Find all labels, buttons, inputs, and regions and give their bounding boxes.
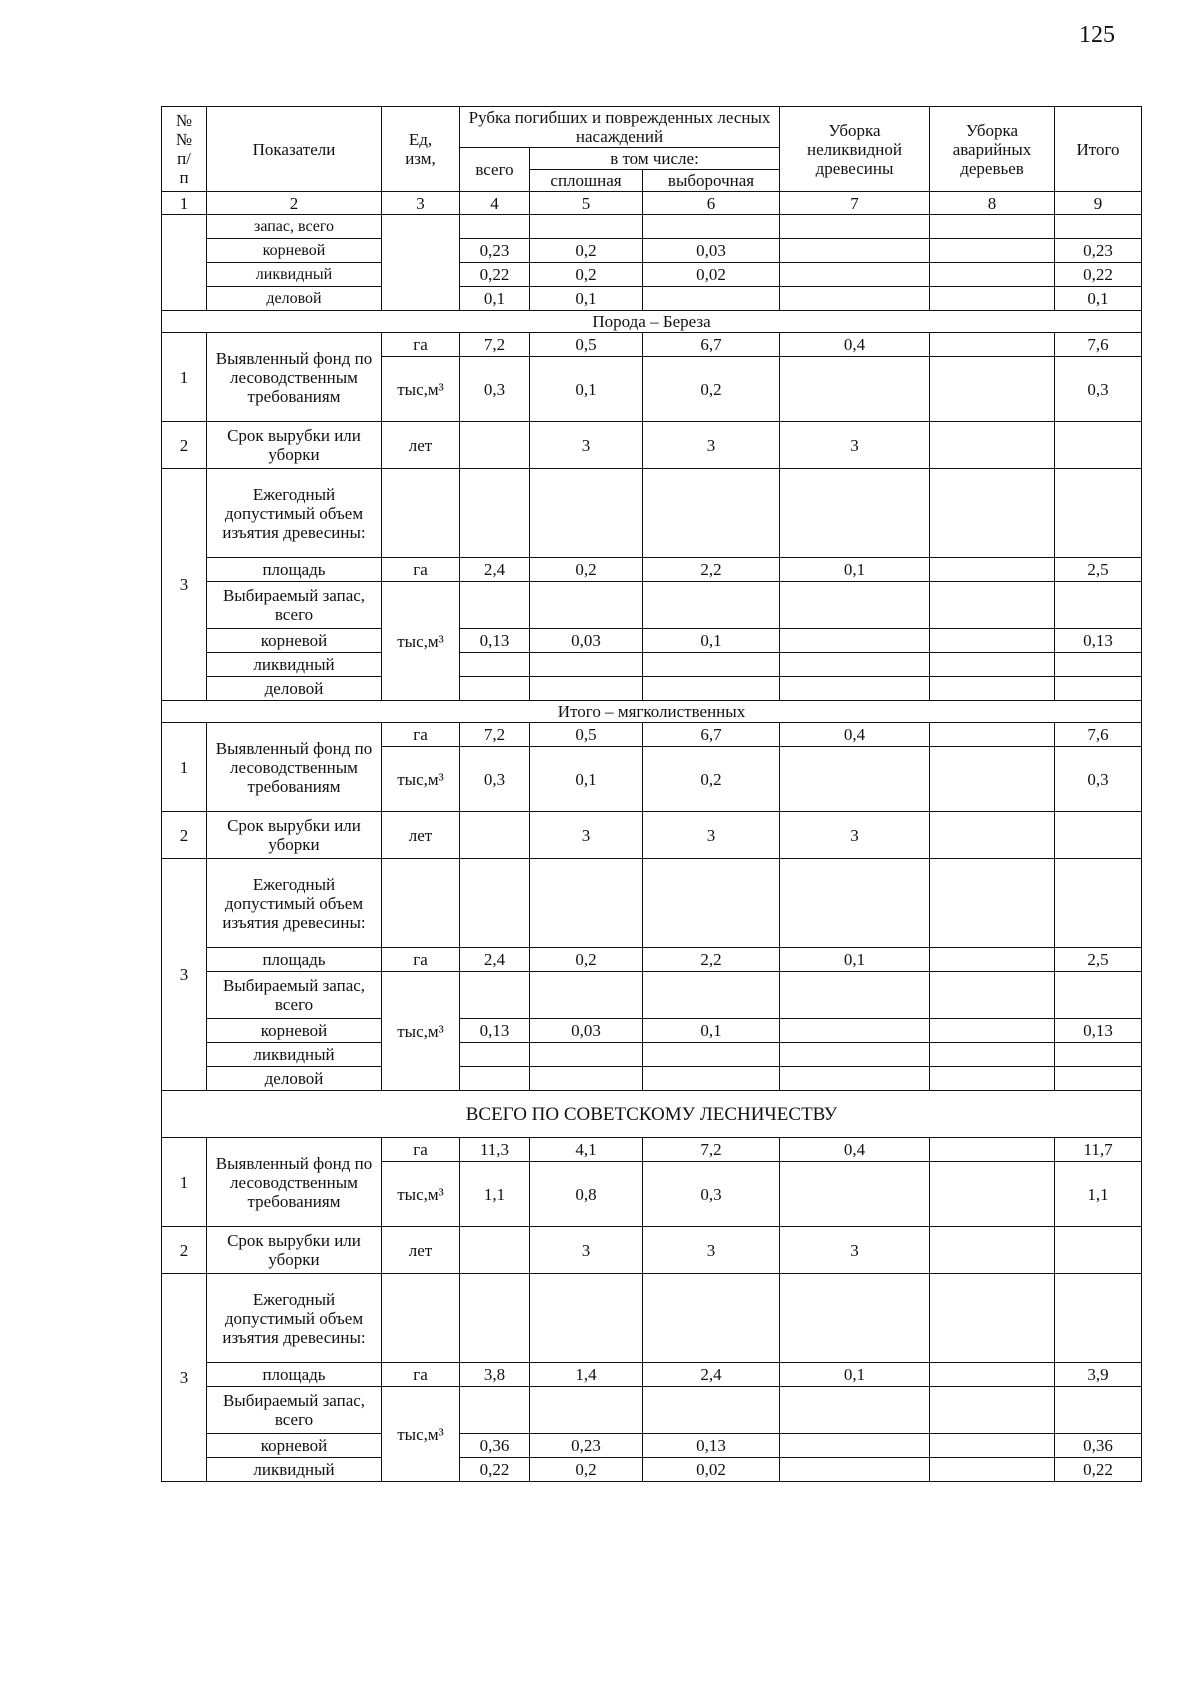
value-cell: 0,13	[460, 1019, 530, 1043]
empty-num-cell	[162, 215, 207, 311]
value-cell: 3	[643, 812, 780, 859]
indicator-label: корневой	[207, 239, 382, 263]
value-cell: 0,22	[460, 1458, 530, 1482]
row-number: 2	[162, 1227, 207, 1274]
indicator-label: Выбираемый запас, всего	[207, 1387, 382, 1434]
indicator-label: корневой	[207, 1434, 382, 1458]
value-cell	[460, 582, 530, 629]
value-cell	[930, 239, 1055, 263]
table-row	[162, 812, 1142, 859]
value-cell: 0,2	[530, 558, 643, 582]
unit-cell: тыс,м³	[382, 357, 460, 422]
value-cell: 0,2	[530, 239, 643, 263]
value-cell: 4,1	[530, 1138, 643, 1162]
table-row	[162, 215, 1142, 239]
value-cell	[460, 1043, 530, 1067]
unit-cell: тыс,м³	[382, 747, 460, 812]
value-cell: 0,2	[643, 357, 780, 422]
value-cell: 0,23	[460, 239, 530, 263]
column-number: 5	[530, 192, 643, 215]
table-row	[162, 1091, 1142, 1138]
table-row	[162, 1387, 1142, 1434]
indicator-label: ликвидный	[207, 1043, 382, 1067]
unit-cell: га	[382, 723, 460, 747]
value-cell: 0,3	[1055, 747, 1142, 812]
indicator-label: ликвидный	[207, 653, 382, 677]
indicator-label: деловой	[207, 677, 382, 701]
value-cell	[530, 859, 643, 948]
value-cell: 0,03	[643, 239, 780, 263]
column-number: 7	[780, 192, 930, 215]
value-cell	[1055, 653, 1142, 677]
value-cell: 2,2	[643, 558, 780, 582]
value-cell	[643, 1043, 780, 1067]
value-cell: 0,5	[530, 723, 643, 747]
value-cell: 3	[530, 812, 643, 859]
value-cell: 0,03	[530, 1019, 643, 1043]
value-cell	[780, 629, 930, 653]
value-cell	[1055, 422, 1142, 469]
value-cell: 0,22	[1055, 263, 1142, 287]
table-row	[162, 677, 1142, 701]
value-cell: 2,5	[1055, 948, 1142, 972]
value-cell	[930, 972, 1055, 1019]
value-cell: 0,2	[530, 948, 643, 972]
value-cell: 6,7	[643, 723, 780, 747]
value-cell	[1055, 1387, 1142, 1434]
value-cell	[530, 469, 643, 558]
table-row	[162, 1019, 1142, 1043]
value-cell	[460, 1067, 530, 1091]
value-cell: 11,3	[460, 1138, 530, 1162]
table-row	[162, 558, 1142, 582]
table-row	[162, 469, 1142, 558]
table-row	[162, 972, 1142, 1019]
value-cell	[930, 469, 1055, 558]
row-number: 1	[162, 333, 207, 422]
value-cell	[1055, 677, 1142, 701]
value-cell: 7,6	[1055, 333, 1142, 357]
indicator-label: Выявленный фонд по лесоводственным требованиям	[207, 723, 382, 812]
value-cell	[460, 1227, 530, 1274]
row-number: 1	[162, 723, 207, 812]
header-all: всего	[460, 148, 530, 192]
value-cell: 6,7	[643, 333, 780, 357]
value-cell	[530, 653, 643, 677]
value-cell: 3	[643, 422, 780, 469]
value-cell: 1,1	[1055, 1162, 1142, 1227]
value-cell	[930, 1043, 1055, 1067]
section-title: Итого – мягколиственных	[162, 701, 1142, 723]
value-cell	[643, 1387, 780, 1434]
value-cell	[930, 747, 1055, 812]
unit-cell: га	[382, 1363, 460, 1387]
unit-cell: га	[382, 333, 460, 357]
indicator-label: Срок вырубки или уборки	[207, 1227, 382, 1274]
value-cell	[530, 1274, 643, 1363]
table-row	[162, 1274, 1142, 1363]
value-cell	[780, 747, 930, 812]
value-cell	[780, 215, 930, 239]
value-cell: 0,2	[530, 263, 643, 287]
unit-cell: лет	[382, 812, 460, 859]
table-row	[162, 287, 1142, 311]
value-cell	[460, 215, 530, 239]
indicator-label: площадь	[207, 1363, 382, 1387]
header-illiquid: Уборка неликвидной древесины	[780, 107, 930, 192]
unit-cell: тыс,м³	[382, 1387, 460, 1482]
value-cell	[460, 653, 530, 677]
value-cell	[780, 677, 930, 701]
value-cell: 0,02	[643, 1458, 780, 1482]
value-cell	[930, 422, 1055, 469]
table-row	[162, 653, 1142, 677]
value-cell: 0,23	[1055, 239, 1142, 263]
value-cell: 3	[780, 812, 930, 859]
value-cell	[930, 653, 1055, 677]
value-cell	[780, 859, 930, 948]
value-cell	[643, 1274, 780, 1363]
table-row	[162, 1363, 1142, 1387]
indicator-label: Выявленный фонд по лесоводственным требованиям	[207, 333, 382, 422]
table-row	[162, 1458, 1142, 1482]
table-row	[162, 1043, 1142, 1067]
column-number: 9	[1055, 192, 1142, 215]
value-cell	[930, 1363, 1055, 1387]
value-cell: 0,23	[530, 1434, 643, 1458]
value-cell: 3	[780, 422, 930, 469]
indicator-label: запас, всего	[207, 215, 382, 239]
value-cell	[930, 948, 1055, 972]
value-cell	[643, 582, 780, 629]
value-cell: 0,3	[1055, 357, 1142, 422]
value-cell: 2,2	[643, 948, 780, 972]
value-cell	[930, 677, 1055, 701]
value-cell	[780, 1019, 930, 1043]
value-cell	[780, 263, 930, 287]
value-cell	[643, 653, 780, 677]
value-cell: 0,36	[1055, 1434, 1142, 1458]
value-cell	[780, 972, 930, 1019]
column-number: 6	[643, 192, 780, 215]
value-cell	[643, 215, 780, 239]
header-felling-group: Рубка погибших и поврежденных лесных насаждений	[460, 107, 780, 148]
value-cell	[930, 1458, 1055, 1482]
value-cell: 0,1	[460, 287, 530, 311]
value-cell	[1055, 1043, 1142, 1067]
value-cell	[1055, 1227, 1142, 1274]
value-cell: 3	[530, 422, 643, 469]
table-row	[162, 1138, 1142, 1162]
header-including: в том числе:	[530, 148, 780, 170]
value-cell	[780, 653, 930, 677]
value-cell: 0,22	[1055, 1458, 1142, 1482]
value-cell	[930, 558, 1055, 582]
table-row	[162, 582, 1142, 629]
unit-cell: га	[382, 558, 460, 582]
empty-unit-cell	[382, 859, 460, 948]
value-cell: 7,6	[1055, 723, 1142, 747]
value-cell	[780, 1067, 930, 1091]
table-row	[162, 422, 1142, 469]
empty-unit-cell	[382, 1274, 460, 1363]
row-number: 3	[162, 1274, 207, 1482]
forest-report-table	[161, 106, 1142, 1482]
value-cell	[780, 357, 930, 422]
value-cell: 2,4	[460, 948, 530, 972]
table-row	[162, 1067, 1142, 1091]
header-indicators: Показатели	[207, 107, 382, 192]
value-cell	[780, 469, 930, 558]
value-cell: 3,9	[1055, 1363, 1142, 1387]
value-cell	[780, 239, 930, 263]
header-unit: Ед, изм,	[382, 107, 460, 192]
value-cell	[643, 287, 780, 311]
page-number: 125	[1079, 22, 1115, 48]
value-cell	[643, 677, 780, 701]
value-cell	[460, 972, 530, 1019]
value-cell	[780, 1458, 930, 1482]
table-row	[162, 311, 1142, 333]
value-cell	[1055, 859, 1142, 948]
value-cell: 2,4	[643, 1363, 780, 1387]
value-cell	[1055, 582, 1142, 629]
value-cell: 0,3	[460, 747, 530, 812]
value-cell: 0,4	[780, 1138, 930, 1162]
value-cell	[930, 1387, 1055, 1434]
value-cell: 0,1	[643, 629, 780, 653]
value-cell: 0,36	[460, 1434, 530, 1458]
value-cell	[530, 215, 643, 239]
row-number: 2	[162, 812, 207, 859]
value-cell	[930, 1274, 1055, 1363]
value-cell: 0,2	[643, 747, 780, 812]
table-row	[162, 263, 1142, 287]
value-cell	[530, 972, 643, 1019]
value-cell	[530, 1387, 643, 1434]
value-cell: 0,02	[643, 263, 780, 287]
value-cell	[930, 629, 1055, 653]
value-cell: 0,13	[1055, 1019, 1142, 1043]
value-cell: 0,03	[530, 629, 643, 653]
value-cell	[780, 287, 930, 311]
value-cell: 0,4	[780, 723, 930, 747]
indicator-label: Ежегодный допустимый объем изъятия древесины:	[207, 859, 382, 948]
value-cell: 0,1	[780, 558, 930, 582]
indicator-label: деловой	[207, 287, 382, 311]
value-cell: 0,1	[530, 357, 643, 422]
value-cell: 0,1	[530, 287, 643, 311]
unit-cell: га	[382, 948, 460, 972]
value-cell	[460, 422, 530, 469]
value-cell: 0,1	[530, 747, 643, 812]
value-cell	[1055, 1067, 1142, 1091]
value-cell	[1055, 215, 1142, 239]
value-cell: 0,22	[460, 263, 530, 287]
indicator-label: площадь	[207, 948, 382, 972]
value-cell	[780, 1043, 930, 1067]
value-cell: 3	[780, 1227, 930, 1274]
value-cell: 7,2	[460, 723, 530, 747]
empty-unit-cell	[382, 215, 460, 311]
empty-unit-cell	[382, 469, 460, 558]
value-cell	[930, 215, 1055, 239]
unit-cell: тыс,м³	[382, 972, 460, 1091]
column-numbers-row	[162, 192, 1142, 215]
unit-cell: тыс,м³	[382, 1162, 460, 1227]
unit-cell: тыс,м³	[382, 582, 460, 701]
indicator-label: корневой	[207, 1019, 382, 1043]
value-cell: 0,4	[780, 333, 930, 357]
value-cell	[930, 1067, 1055, 1091]
value-cell: 0,1	[780, 1363, 930, 1387]
indicator-label: Ежегодный допустимый объем изъятия древесины:	[207, 469, 382, 558]
value-cell	[780, 1274, 930, 1363]
value-cell	[460, 812, 530, 859]
value-cell: 3,8	[460, 1363, 530, 1387]
indicator-label: Срок вырубки или уборки	[207, 812, 382, 859]
value-cell: 2,5	[1055, 558, 1142, 582]
value-cell	[460, 1274, 530, 1363]
value-cell	[780, 582, 930, 629]
value-cell	[780, 1387, 930, 1434]
indicator-label: деловой	[207, 1067, 382, 1091]
value-cell	[930, 1162, 1055, 1227]
row-number: 1	[162, 1138, 207, 1227]
value-cell	[530, 1043, 643, 1067]
value-cell	[643, 972, 780, 1019]
indicator-label: ликвидный	[207, 263, 382, 287]
value-cell	[1055, 1274, 1142, 1363]
value-cell	[780, 1162, 930, 1227]
value-cell: 0,13	[1055, 629, 1142, 653]
value-cell	[460, 469, 530, 558]
value-cell	[643, 1067, 780, 1091]
column-number: 4	[460, 192, 530, 215]
value-cell	[780, 1434, 930, 1458]
column-number: 2	[207, 192, 382, 215]
value-cell: 0,3	[460, 357, 530, 422]
unit-cell: лет	[382, 1227, 460, 1274]
value-cell	[643, 859, 780, 948]
value-cell	[930, 1019, 1055, 1043]
value-cell: 0,1	[780, 948, 930, 972]
section-title: Порода – Береза	[162, 311, 1142, 333]
value-cell: 11,7	[1055, 1138, 1142, 1162]
value-cell: 7,2	[643, 1138, 780, 1162]
header-emergency: Уборка аварийных деревьев	[930, 107, 1055, 192]
value-cell	[930, 859, 1055, 948]
value-cell	[530, 677, 643, 701]
indicator-label: Выбираемый запас, всего	[207, 582, 382, 629]
value-cell: 0,2	[530, 1458, 643, 1482]
column-number: 1	[162, 192, 207, 215]
value-cell: 0,3	[643, 1162, 780, 1227]
value-cell	[1055, 469, 1142, 558]
header-total: Итого	[1055, 107, 1142, 192]
table-row	[162, 701, 1142, 723]
table-row	[162, 948, 1142, 972]
table-row	[162, 1227, 1142, 1274]
value-cell	[930, 263, 1055, 287]
table-row	[162, 1434, 1142, 1458]
column-number: 3	[382, 192, 460, 215]
row-number: 3	[162, 469, 207, 701]
value-cell: 1,4	[530, 1363, 643, 1387]
value-cell	[930, 1434, 1055, 1458]
table-row	[162, 239, 1142, 263]
value-cell	[530, 1067, 643, 1091]
header-num: № № п/ п	[162, 107, 207, 192]
value-cell: 3	[530, 1227, 643, 1274]
indicator-label: ликвидный	[207, 1458, 382, 1482]
value-cell: 0,13	[460, 629, 530, 653]
value-cell: 0,8	[530, 1162, 643, 1227]
section-title: ВСЕГО ПО СОВЕТСКОМУ ЛЕСНИЧЕСТВУ	[162, 1091, 1142, 1138]
indicator-label: Выбираемый запас, всего	[207, 972, 382, 1019]
column-number: 8	[930, 192, 1055, 215]
row-number: 3	[162, 859, 207, 1091]
value-cell	[930, 357, 1055, 422]
value-cell	[1055, 812, 1142, 859]
indicator-label: площадь	[207, 558, 382, 582]
value-cell	[643, 469, 780, 558]
value-cell	[930, 333, 1055, 357]
value-cell: 7,2	[460, 333, 530, 357]
indicator-label: Срок вырубки или уборки	[207, 422, 382, 469]
table-row	[162, 859, 1142, 948]
indicator-label: корневой	[207, 629, 382, 653]
value-cell	[930, 1227, 1055, 1274]
value-cell: 2,4	[460, 558, 530, 582]
indicator-label: Ежегодный допустимый объем изъятия древесины:	[207, 1274, 382, 1363]
table-row	[162, 629, 1142, 653]
unit-cell: лет	[382, 422, 460, 469]
indicator-label: Выявленный фонд по лесоводственным требованиям	[207, 1138, 382, 1227]
value-cell: 0,1	[1055, 287, 1142, 311]
value-cell	[530, 582, 643, 629]
value-cell	[930, 812, 1055, 859]
value-cell: 0,5	[530, 333, 643, 357]
value-cell	[460, 1387, 530, 1434]
unit-cell: га	[382, 1138, 460, 1162]
value-cell: 0,13	[643, 1434, 780, 1458]
value-cell	[1055, 972, 1142, 1019]
table-row	[162, 723, 1142, 747]
value-cell	[930, 723, 1055, 747]
table-row	[162, 333, 1142, 357]
value-cell: 3	[643, 1227, 780, 1274]
header-selective: выборочная	[643, 170, 780, 192]
value-cell	[930, 582, 1055, 629]
value-cell: 0,1	[643, 1019, 780, 1043]
value-cell	[930, 287, 1055, 311]
value-cell: 1,1	[460, 1162, 530, 1227]
value-cell	[930, 1138, 1055, 1162]
row-number: 2	[162, 422, 207, 469]
value-cell	[460, 859, 530, 948]
value-cell	[460, 677, 530, 701]
header-clear-cut: сплошная	[530, 170, 643, 192]
